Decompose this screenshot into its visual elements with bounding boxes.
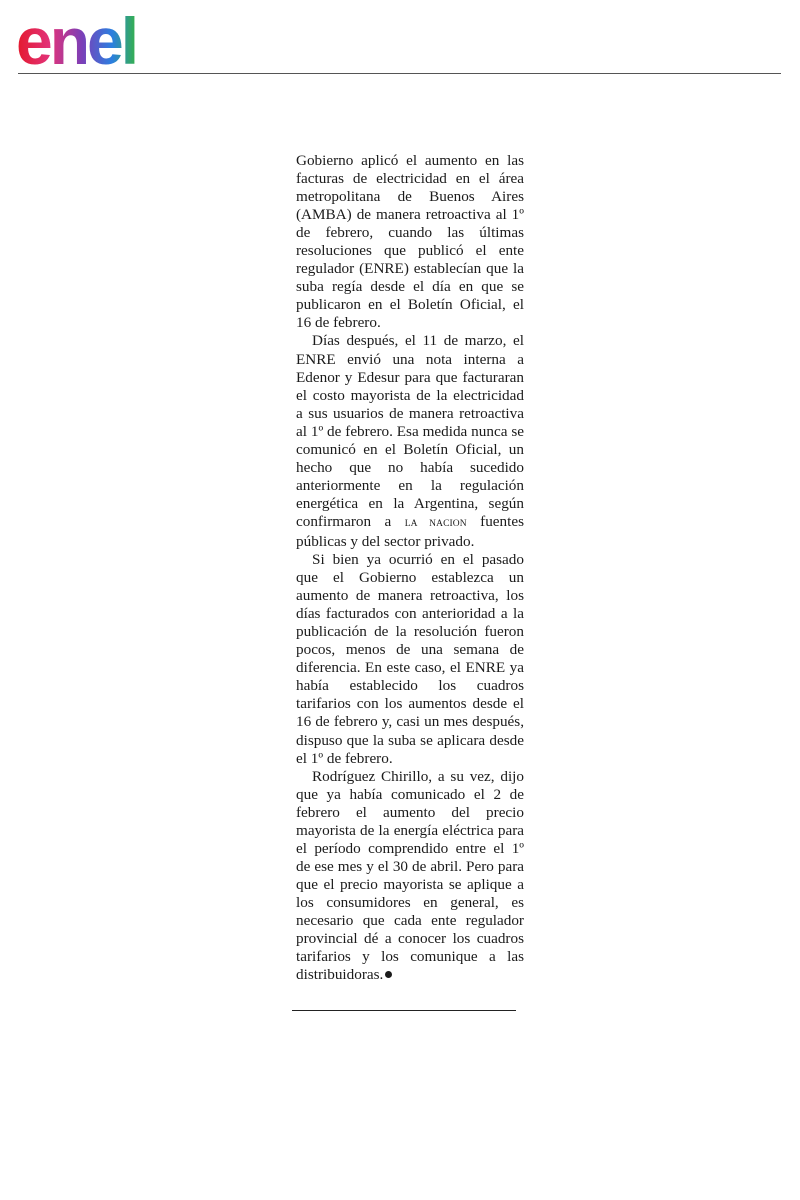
article-paragraph-2-end: fuentes públicas y del sector privado. — [296, 512, 525, 550]
publication-name: LA NACION — [404, 518, 467, 529]
end-of-article-mark — [385, 971, 392, 978]
article-paragraph-1: Gobierno aplicó el aumento en las facturas de electricidad en el área metropolitana de Buenos Aires (AMBA) de manera retroactiva al 1º de febrero, cuando las últimas resoluciones que publicó el ente regulador (ENRE) establecían que la suba regía desde el día en que se publicaron en el Boletín Oficial, el 16 de febrero. — [296, 152, 524, 332]
article-paragraph-2 — [296, 332, 524, 551]
enel-logo — [16, 6, 178, 70]
article-body — [296, 152, 524, 984]
header-divider — [18, 73, 781, 74]
enel-logo-wordmark: enel — [16, 6, 137, 70]
article-paragraph-3: Si bien ya ocurrió en el pasado que el Gobierno establezca un aumento de manera retroactiva, los días facturados con anterioridad a la publicación de la resolución fueron pocos, menos de una semana de diferencia. En este caso, el ENRE ya había establecido los cuadros tarifarios con los aumentos desde el 16 de febrero y, casi un mes después, dispuso que la suba se aplicara desde el 1º de febrero. — [296, 551, 524, 767]
article-paragraph-2-text: Días después, el 11 de marzo, el ENRE envió una nota interna a Edenor y Edesur para que facturaran el costo mayorista de la electricidad a sus usuarios de manera retroactiva al 1º de febrero. Esa medida nunca se comunicó en el Boletín Oficial, un hecho que no había sucedido anteriormente en la regulación energética en la Argentina, según confirmaron a — [296, 332, 524, 530]
enel-logo-graphic — [16, 6, 178, 70]
article-paragraph-4 — [296, 768, 524, 985]
article-end-rule — [292, 1010, 516, 1011]
article-paragraph-4-text: Rodríguez Chirillo, a su vez, dijo que ya había comunicado el 2 de febrero el aumento del precio mayorista de la energía eléctrica para el período comprendido entre el 1º de ese mes y el 30 de abril. Pero para que el precio mayorista se aplique a los consumidores en general, es necesario que cada ente regulador provincial dé a conocer los cuadros tarifarios y los comunique a las distribuidoras. — [296, 767, 524, 984]
